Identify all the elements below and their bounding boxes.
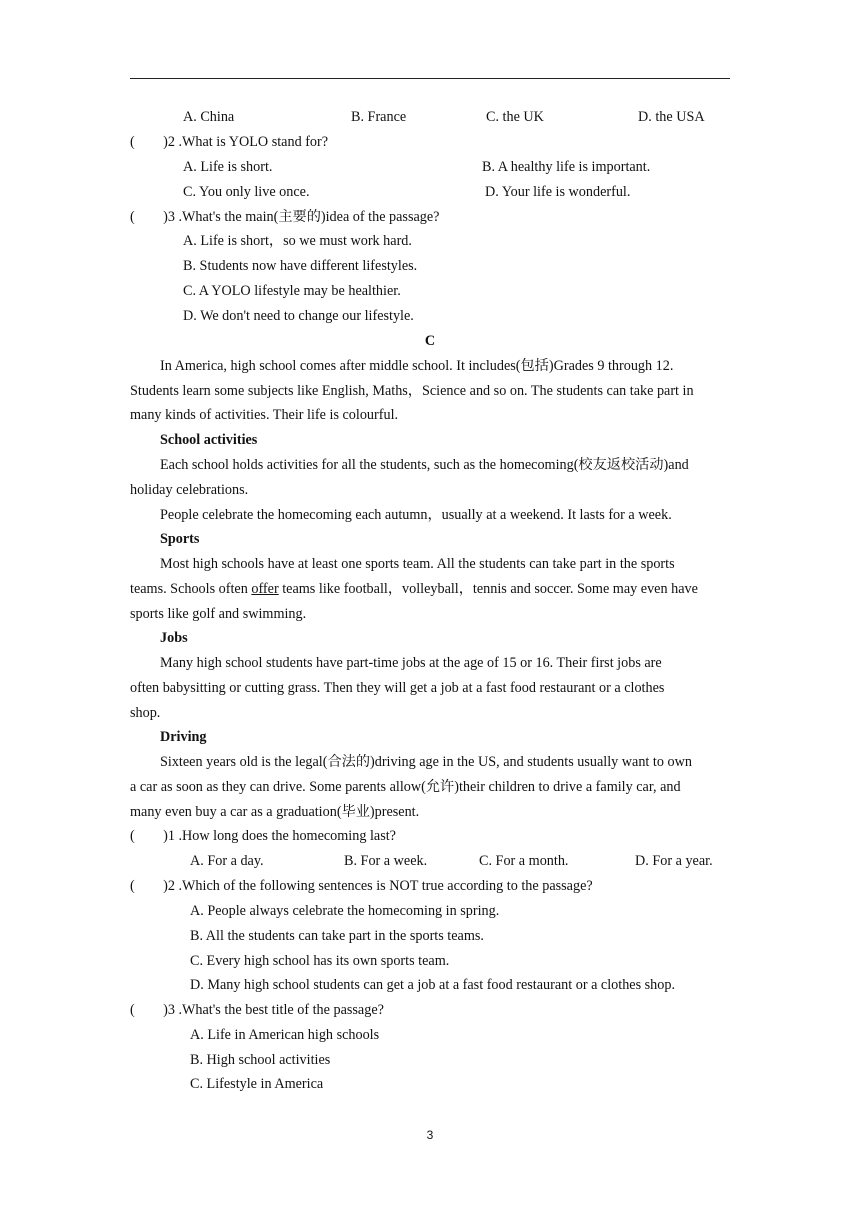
q2-question: ( )2 .What is YOLO stand for? — [130, 134, 329, 150]
driving-line-1: Sixteen years old is the legal(合法的)driving age in the US, and students usually want to own — [160, 754, 692, 770]
intro-line-2: Students learn some subjects like English, Maths，Science and so on. The students can take part in — [130, 383, 694, 399]
sports-title: Sports — [160, 531, 200, 547]
driving-title: Driving — [160, 729, 207, 745]
cq2-option-b: B. All the students can take part in the sports teams. — [190, 928, 484, 944]
underlined-word-offer: offer — [251, 581, 279, 597]
cq3-question: ( )3 .What's the best title of the passage? — [130, 1002, 384, 1018]
q2-option-a: A. Life is short. — [183, 159, 273, 175]
jobs-line-1: Many high school students have part-time jobs at the age of 15 or 16. Their first jobs are — [160, 655, 662, 671]
cq3-option-a: A. Life in American high schools — [190, 1027, 380, 1043]
q1-option-b: B. France — [351, 109, 407, 125]
intro-line-1: In America, high school comes after middle school. It includes(包括)Grades 9 through 12. — [160, 358, 674, 374]
cq1-option-c: C. For a month. — [479, 853, 569, 869]
cq2-option-a: A. People always celebrate the homecoming in spring. — [190, 903, 500, 919]
q3-question: ( )3 .What's the main(主要的)idea of the passage? — [130, 209, 440, 225]
driving-line-3: many even buy a car as a graduation(毕业)present. — [130, 804, 420, 820]
q1-option-c: C. the UK — [486, 109, 544, 125]
driving-line-2: a car as soon as they can drive. Some parents allow(允许)their children to drive a family car, and — [130, 779, 681, 795]
sports-line-2 — [130, 579, 698, 599]
cq1-question: ( )1 .How long does the homecoming last? — [130, 828, 396, 844]
q1-option-a: A. China — [183, 109, 235, 125]
cq3-option-c: C. Lifestyle in America — [190, 1076, 324, 1092]
q2-option-b: B. A healthy life is important. — [482, 159, 651, 175]
sports-line-3: sports like golf and swimming. — [130, 606, 307, 622]
jobs-line-2: often babysitting or cutting grass. Then they will get a job at a fast food restaurant or a clothes — [130, 680, 665, 696]
cq1-option-d: D. For a year. — [635, 853, 713, 869]
jobs-title: Jobs — [160, 630, 188, 646]
school-activities-title: School activities — [160, 432, 258, 448]
cq2-question: ( )2 .Which of the following sentences is NOT true according to the passage? — [130, 878, 593, 894]
q3-option-d: D. We don't need to change our lifestyle. — [183, 308, 414, 324]
q3-option-b: B. Students now have different lifestyles. — [183, 258, 418, 274]
q3-option-a: A. Life is short，so we must work hard. — [183, 233, 412, 249]
school-activities-line-2: holiday celebrations. — [130, 482, 249, 498]
school-activities-line-1: Each school holds activities for all the students, such as the homecoming(校友返校活动)and — [160, 457, 689, 473]
cq1-option-a: A. For a day. — [190, 853, 264, 869]
q2-option-d: D. Your life is wonderful. — [485, 184, 631, 200]
q1-option-d: D. the USA — [638, 109, 705, 125]
q2-option-c: C. You only live once. — [183, 184, 310, 200]
section-c-heading: C — [424, 333, 436, 349]
q3-option-c: C. A YOLO lifestyle may be healthier. — [183, 283, 401, 299]
school-activities-line-3: People celebrate the homecoming each autumn，usually at a weekend. It lasts for a week. — [160, 507, 672, 523]
sports-line-2-pre: teams. Schools often — [130, 581, 252, 597]
header-rule — [130, 78, 730, 79]
sports-line-1: Most high schools have at least one sports team. All the students can take part in the sports — [160, 556, 675, 572]
sports-line-2-post: teams like football，volleyball，tennis and soccer. Some may even have — [278, 581, 698, 597]
cq2-option-c: C. Every high school has its own sports team. — [190, 953, 450, 969]
cq3-option-b: B. High school activities — [190, 1052, 331, 1068]
cq1-option-b: B. For a week. — [344, 853, 428, 869]
cq2-option-d: D. Many high school students can get a job at a fast food restaurant or a clothes shop. — [190, 977, 676, 993]
jobs-line-3: shop. — [130, 705, 161, 721]
page-number: 3 — [426, 1128, 434, 1142]
intro-line-3: many kinds of activities. Their life is colourful. — [130, 407, 399, 423]
